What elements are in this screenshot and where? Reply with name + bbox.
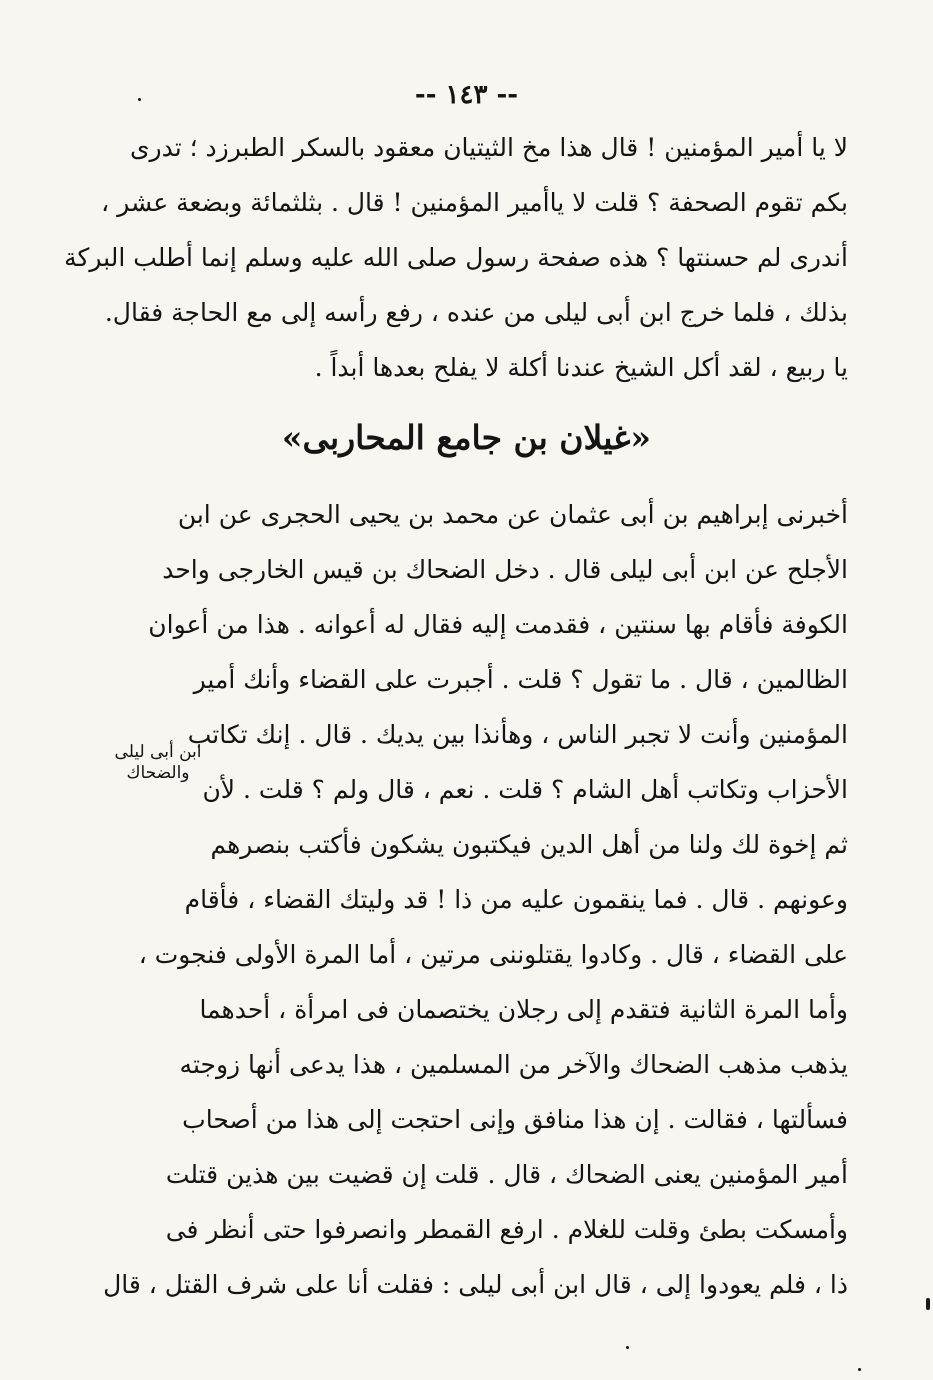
print-speck <box>926 1298 930 1310</box>
text-line: فسألتها ، فقالت . إن هذا منافق وإنى احتجت إلى هذا من أصحاب <box>182 1105 848 1134</box>
margin-note-line: والضحاك <box>126 763 190 783</box>
print-speck <box>138 98 141 101</box>
text-line: وأما المرة الثانية فتقدم إلى رجلان يختصمان فى امرأة ، أحدهما <box>199 995 848 1024</box>
text-line: الأجلح عن ابن أبى ليلى قال . دخل الضحاك بن قيس الخارجى واحد <box>162 555 848 584</box>
text-line: ذا ، فلم يعودوا إلى ، قال ابن أبى ليلى : فقلت أنا على شرف القتل ، قال <box>103 1270 848 1299</box>
text-line: على القضاء ، قال . وكادوا يقتلوننى مرتين ، أما المرة الأولى فنجوت ، <box>138 940 848 969</box>
text-line: يذهب مذهب الضحاك والآخر من المسلمين ، هذا يدعى أنها زوجته <box>179 1050 848 1079</box>
print-speck <box>858 1368 861 1371</box>
text-line: أخبرنى إبراهيم بن أبى عثمان عن محمد بن يحيى الحجرى عن ابن <box>177 500 848 529</box>
text-line: يا ربيع ، لقد أكل الشيخ عندنا أكلة لا يفلح بعدها أبداً . <box>314 353 848 382</box>
text-line: بكم تقوم الصحفة ؟ قلت لا ياأمير المؤمنين ! قال . بثلثمائة وبضعة عشر ، <box>101 188 848 217</box>
print-speck <box>626 1346 629 1349</box>
text-line: الكوفة فأقام بها سنتين ، فقدمت إليه فقال له أعوانه . هذا من أعوان <box>148 610 848 639</box>
text-line: وأمسكت بطئ وقلت للغلام . ارفع القمطر وانصرفوا حتى أنظر فى <box>165 1215 848 1244</box>
text-line: ثم إخوة لك ولنا من أهل الدين فيكتبون يشكون فأكتب بنصرهم <box>210 830 848 859</box>
text-line: لا يا أمير المؤمنين ! قال هذا مخ الثيتيان معقود بالسكر الطبرزد ؛ تدرى <box>129 133 848 162</box>
text-line: الأحزاب وتكاتب أهل الشام ؟ قلت . نعم ، قال ولم ؟ قلت . لأن <box>202 775 848 804</box>
top-paragraph <box>64 120 848 395</box>
text-line: الظالمين ، قال . ما تقول ؟ قلت . أجبرت على القضاء وأنك أمير <box>193 665 848 694</box>
text-line: المؤمنين وأنت لا تجبر الناس ، وهأنذا بين يديك . قال . إنك تكاتب <box>187 720 848 749</box>
text-line: بذلك ، فلما خرج ابن أبى ليلى من عنده ، رفع رأسه إلى مع الحاجة فقال. <box>104 298 848 327</box>
margin-note-line: ابن أبى ليلى <box>114 742 202 762</box>
text-line: أندرى لم حسنتها ؟ هذه صفحة رسول صلى الله عليه وسلم إنما أطلب البركة <box>64 243 848 272</box>
section-title: «غيلان بن جامع المحاربى» <box>281 418 652 457</box>
page-number: -- ١٤٣ -- <box>414 80 519 110</box>
text-line: أمير المؤمنين يعنى الضحاك ، قال . قلت إن قضيت بين هذين قتلت <box>165 1160 848 1189</box>
text-line: وعونهم . قال . فما ينقمون عليه من ذا ! قد وليتك القضاء ، فأقام <box>184 885 848 914</box>
